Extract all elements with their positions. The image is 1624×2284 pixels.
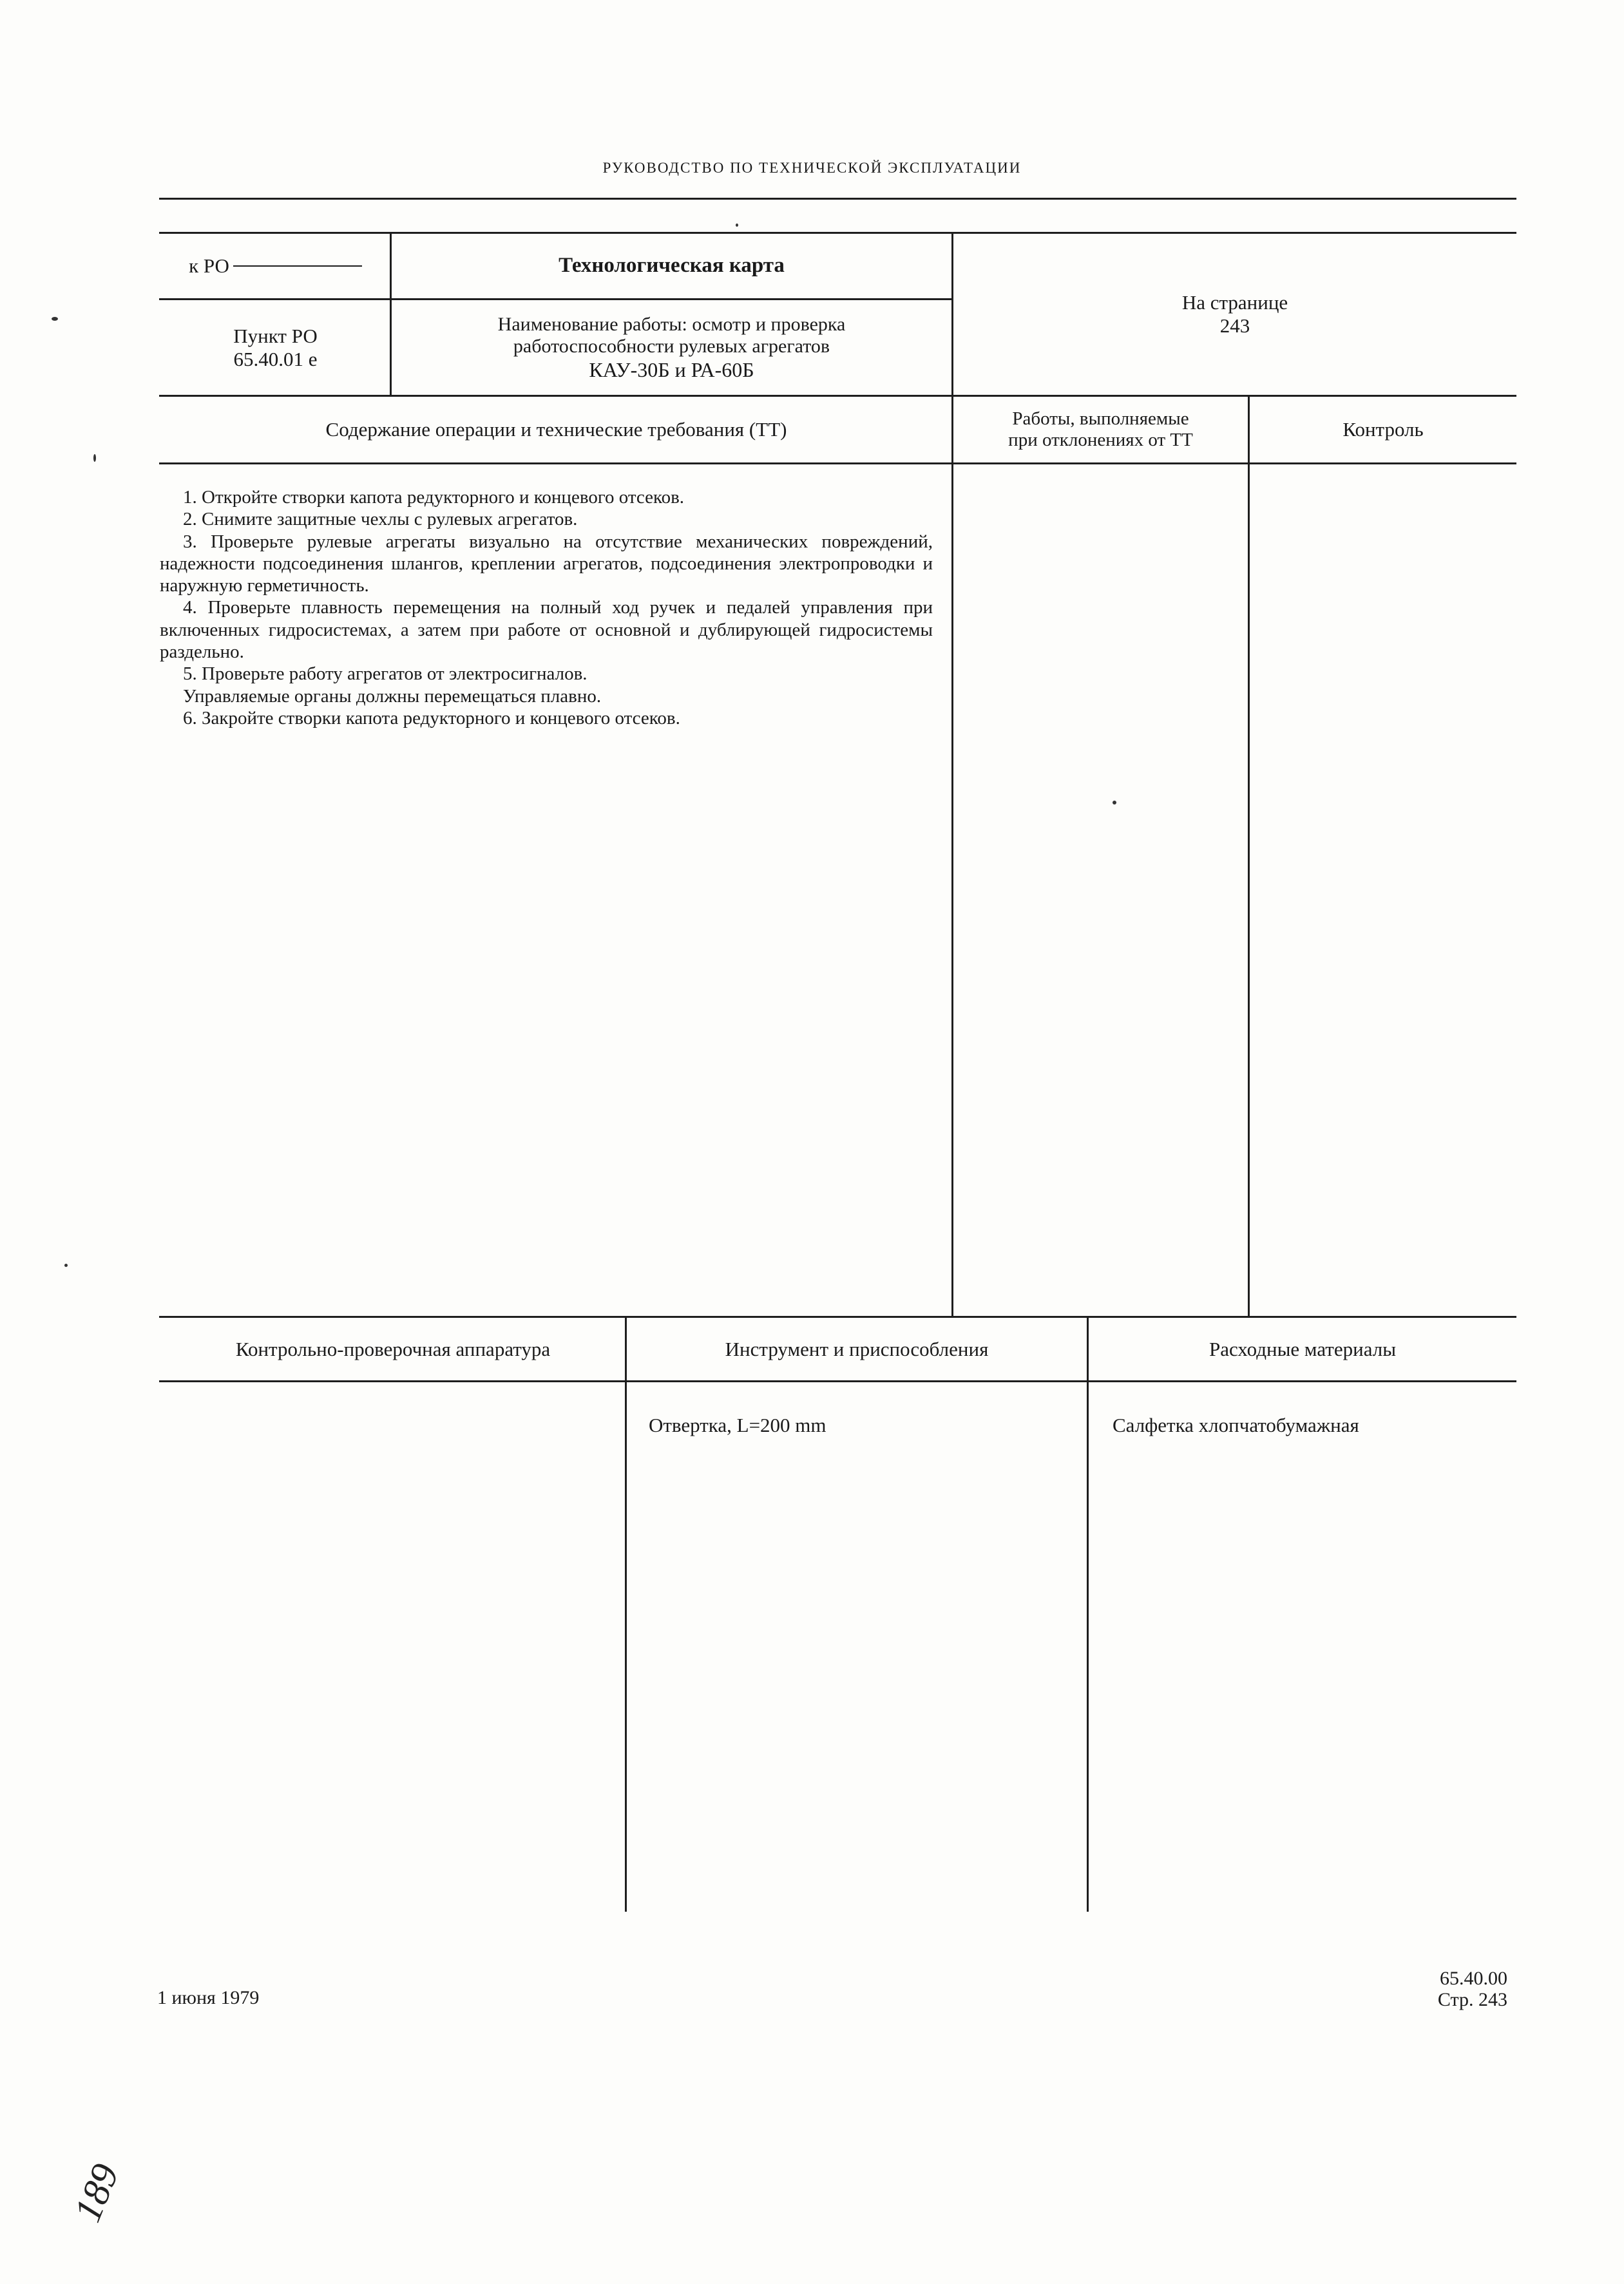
column-deviation-header bbox=[953, 397, 1248, 462]
operation-item: 6. Закройте створки капота редукторного и концевого отсеков. bbox=[183, 707, 680, 728]
operation-item: 3. Проверьте рулевые агрегаты визуально на отсутствие механических повреждений, надежности подсоединения шлангов, креплении агрегатов, подсоединения электропроводки и наружную герметичность. bbox=[160, 531, 933, 596]
footer-doc-number: 65.40.00 bbox=[1440, 1968, 1507, 1989]
work-name-line-3: КАУ-30Б и РА-60Б bbox=[589, 357, 754, 381]
operation-item: 4. Проверьте плавность перемещения на полный ход ручек и педалей управления при включенных гидросистемах, а затем при работе от основной и дублирующей гидросистемы раздельно. bbox=[160, 597, 933, 663]
rule-columns-bottom bbox=[159, 462, 1516, 464]
column-deviation-line-2: при отклонениях от ТТ bbox=[1008, 430, 1193, 450]
footer-page: Стр. 243 bbox=[1437, 1989, 1507, 2010]
rule-v-control bbox=[1248, 395, 1250, 1316]
tools-value: Отвертка, L=200 mm bbox=[649, 1414, 826, 1436]
page-number: 243 bbox=[1219, 314, 1250, 337]
operation-item: 1. Откройте створки капота редукторного и концевого отсеков. bbox=[183, 487, 685, 508]
materials-header-label: Расходные материалы bbox=[1208, 1337, 1397, 1360]
scan-speck bbox=[64, 1264, 68, 1267]
materials-header bbox=[1089, 1318, 1516, 1380]
card-title-cell bbox=[392, 234, 951, 298]
apparatus-header bbox=[161, 1318, 625, 1380]
rule-v-bottom-2 bbox=[1087, 1316, 1089, 1912]
item-label: Пункт РО bbox=[233, 324, 318, 347]
operation-item: 2. Снимите защитные чехлы с рулевых агрегатов. bbox=[183, 509, 578, 530]
column-control-label: Контроль bbox=[1342, 418, 1424, 441]
apparatus-header-label: Контрольно-проверочная аппаратура bbox=[235, 1337, 551, 1360]
tools-header-label: Инструмент и приспособления bbox=[725, 1337, 989, 1360]
rule-v-bottom-1 bbox=[625, 1316, 627, 1912]
operation-item: Управляемые органы должны перемещаться плавно. bbox=[183, 685, 602, 707]
rule-bottom-headers bbox=[159, 1380, 1516, 1382]
scan-speck bbox=[52, 317, 58, 321]
operation-item: 5. Проверьте работу агрегатов от электросигналов. bbox=[183, 663, 588, 685]
operations-list bbox=[160, 486, 933, 729]
scan-speck bbox=[736, 224, 738, 227]
ref-blank-field bbox=[233, 265, 362, 267]
scan-speck bbox=[1113, 801, 1116, 804]
rule-top bbox=[159, 198, 1516, 200]
item-cell bbox=[161, 300, 390, 395]
column-deviation-line-1: Работы, выполняемые bbox=[1012, 408, 1189, 429]
item-number: 65.40.01 е bbox=[233, 347, 318, 370]
scan-speck bbox=[93, 454, 96, 462]
materials-value: Салфетка хлопчатобумажная bbox=[1113, 1414, 1359, 1436]
footer-date: 1 июня 1979 bbox=[157, 1987, 260, 2008]
page-cell bbox=[953, 234, 1516, 395]
work-name-line-2: работоспособности рулевых агрегатов bbox=[513, 336, 830, 357]
tools-header bbox=[627, 1318, 1087, 1380]
work-name-line-1: Наименование работы: осмотр и проверка bbox=[497, 313, 846, 335]
ref-cell bbox=[161, 234, 390, 298]
manual-title: РУКОВОДСТВО ПО ТЕХНИЧЕСКОЙ ЭКСПЛУАТАЦИИ bbox=[602, 160, 1022, 176]
column-content-label: Содержание операции и технические требования (ТТ) bbox=[325, 418, 787, 441]
footer-doc-block bbox=[1379, 1968, 1507, 2010]
page-label: На странице bbox=[1181, 291, 1288, 314]
column-content-header bbox=[161, 397, 951, 462]
handwritten-page-number: 189 bbox=[66, 2158, 127, 2228]
column-control-header bbox=[1250, 397, 1516, 462]
card-title: Технологическая карта bbox=[559, 254, 785, 278]
ref-label: к РО bbox=[189, 254, 229, 278]
work-name-cell bbox=[392, 300, 951, 395]
